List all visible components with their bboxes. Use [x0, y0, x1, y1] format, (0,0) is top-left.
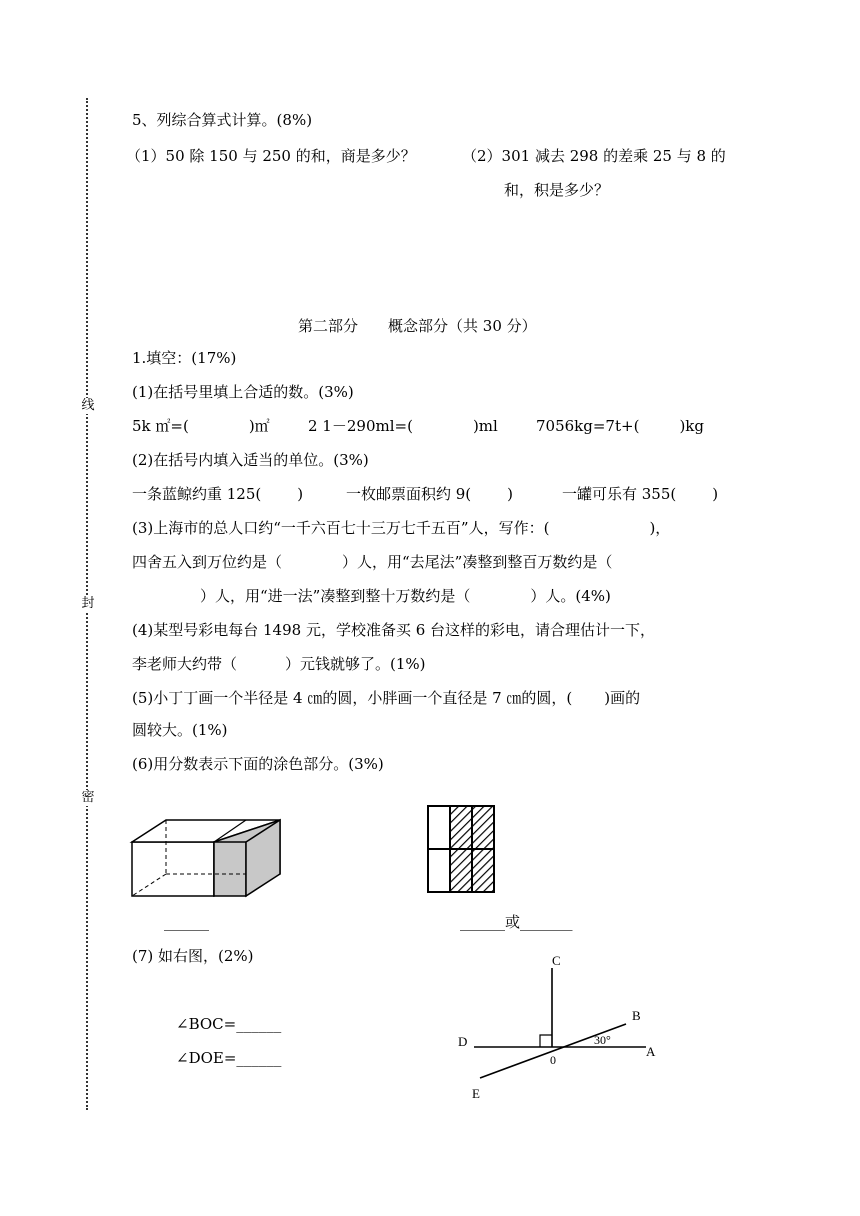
q6-answer-blank-1[interactable]: ______ — [164, 913, 209, 931]
q2-prompt: (2)在括号内填入适当的单位。(3%) — [132, 451, 369, 469]
label-e: E — [472, 1086, 480, 1101]
fill-heading: 1.填空：(17%) — [132, 349, 237, 367]
q7-angle-boc[interactable]: ∠BOC=______ — [176, 1015, 282, 1033]
q5-heading: 5、列综合算式计算。(8%) — [132, 111, 313, 129]
q5b-line1-left: (5)小丁丁画一个半径是 4 ㎝的圆，小胖画一个直径是 7 ㎝的圆，( — [132, 689, 573, 707]
q5-sub2-line2: 和，积是多少？ — [504, 181, 610, 199]
q2-c-left: 一罐可乐有 355( — [562, 485, 677, 503]
grid-figure — [426, 804, 498, 896]
cuboid-figure — [128, 816, 288, 900]
q6-answer-left[interactable]: ______ — [460, 913, 505, 931]
q3-line3-left: ）人，用“进一法”凑整到整十万数约是（ — [200, 587, 471, 605]
q4-line2-left: 李老师大约带（ — [132, 655, 238, 673]
q1-a-left: 5k ㎡=( — [132, 417, 189, 435]
q2-b-right: ) — [507, 485, 514, 503]
angle-diagram — [450, 950, 670, 1100]
q2-c-right: ) — [712, 485, 719, 503]
margin-char-feng: 封 — [81, 596, 95, 611]
q1-b-left: 2 1－290ml=( — [308, 417, 413, 435]
q5b-line2: 圆较大。(1%) — [132, 721, 228, 739]
q3-line1-left: (3)上海市的总人口约“一千六百七十三万七千五百”人，写作：( — [132, 519, 550, 537]
part2-title: 第二部分 概念部分（共 30 分） — [298, 317, 537, 335]
q1-answer-b — [308, 416, 498, 436]
q3-line3 — [200, 586, 611, 606]
q2-answer-b — [346, 484, 513, 504]
q4-line1: (4)某型号彩电每台 1498 元，学校准备买 6 台这样的彩电，请合理估计一下， — [132, 621, 656, 639]
q1-a-right: )㎡ — [248, 417, 270, 435]
q6-prompt: (6)用分数表示下面的涂色部分。(3%) — [132, 755, 384, 773]
q6-answer-blank-2 — [460, 912, 573, 932]
q3-line2-mid: ）人，用“去尾法”凑整到整百万数约是（ — [342, 553, 613, 571]
q2-a-left: 一条蓝鲸约重 125( — [132, 485, 262, 503]
label-b: B — [632, 1008, 641, 1023]
q1-prompt: (1)在括号里填上合适的数。(3%) — [132, 383, 354, 401]
q4-line2 — [132, 654, 426, 674]
q6-or-word: 或 — [505, 913, 521, 931]
q1-answer-c — [536, 416, 704, 436]
q5-sub1: （1）50 除 150 与 250 的和，商是多少？ — [126, 147, 416, 165]
margin-char-mi: 密 — [81, 790, 95, 805]
q2-b-left: 一枚邮票面积约 9( — [346, 485, 472, 503]
q3-line1-right: )， — [649, 519, 671, 537]
q1-c-left: 7056kg=7t+( — [536, 417, 640, 435]
label-c: C — [552, 953, 561, 968]
label-angle-30: 30° — [594, 1033, 611, 1047]
margin-char-xian: 线 — [81, 398, 95, 413]
q3-line2-left: 四舍五入到万位约是（ — [132, 553, 283, 571]
q3-line3-right: ）人。(4%) — [530, 587, 611, 605]
q3-line2 — [132, 552, 612, 572]
q4-line2-right: ）元钱就够了。(1%) — [285, 655, 426, 673]
q2-a-right: ) — [297, 485, 304, 503]
q1-answer-a — [132, 416, 270, 436]
q3-line1 — [132, 518, 670, 538]
q1-c-right: )kg — [679, 417, 704, 435]
q7-angle-doe[interactable]: ∠DOE=______ — [176, 1049, 282, 1067]
label-a: A — [646, 1044, 656, 1059]
q6-answer-right[interactable]: _______ — [520, 913, 573, 931]
label-o: 0 — [550, 1053, 556, 1067]
q2-answer-c — [562, 484, 718, 504]
q5-sub2-line1: （2）301 减去 298 的差乘 25 与 8 的 — [462, 147, 726, 165]
right-angle-mark — [540, 1035, 552, 1047]
q5b-line1 — [132, 688, 640, 708]
q5b-line1-right: )画的 — [604, 689, 641, 707]
q2-answer-a — [132, 484, 303, 504]
q1-b-right: )ml — [472, 417, 498, 435]
q7-prompt: (7) 如右图，(2%) — [132, 947, 254, 965]
label-d: D — [458, 1034, 468, 1049]
cuboid-front-face — [132, 842, 214, 896]
